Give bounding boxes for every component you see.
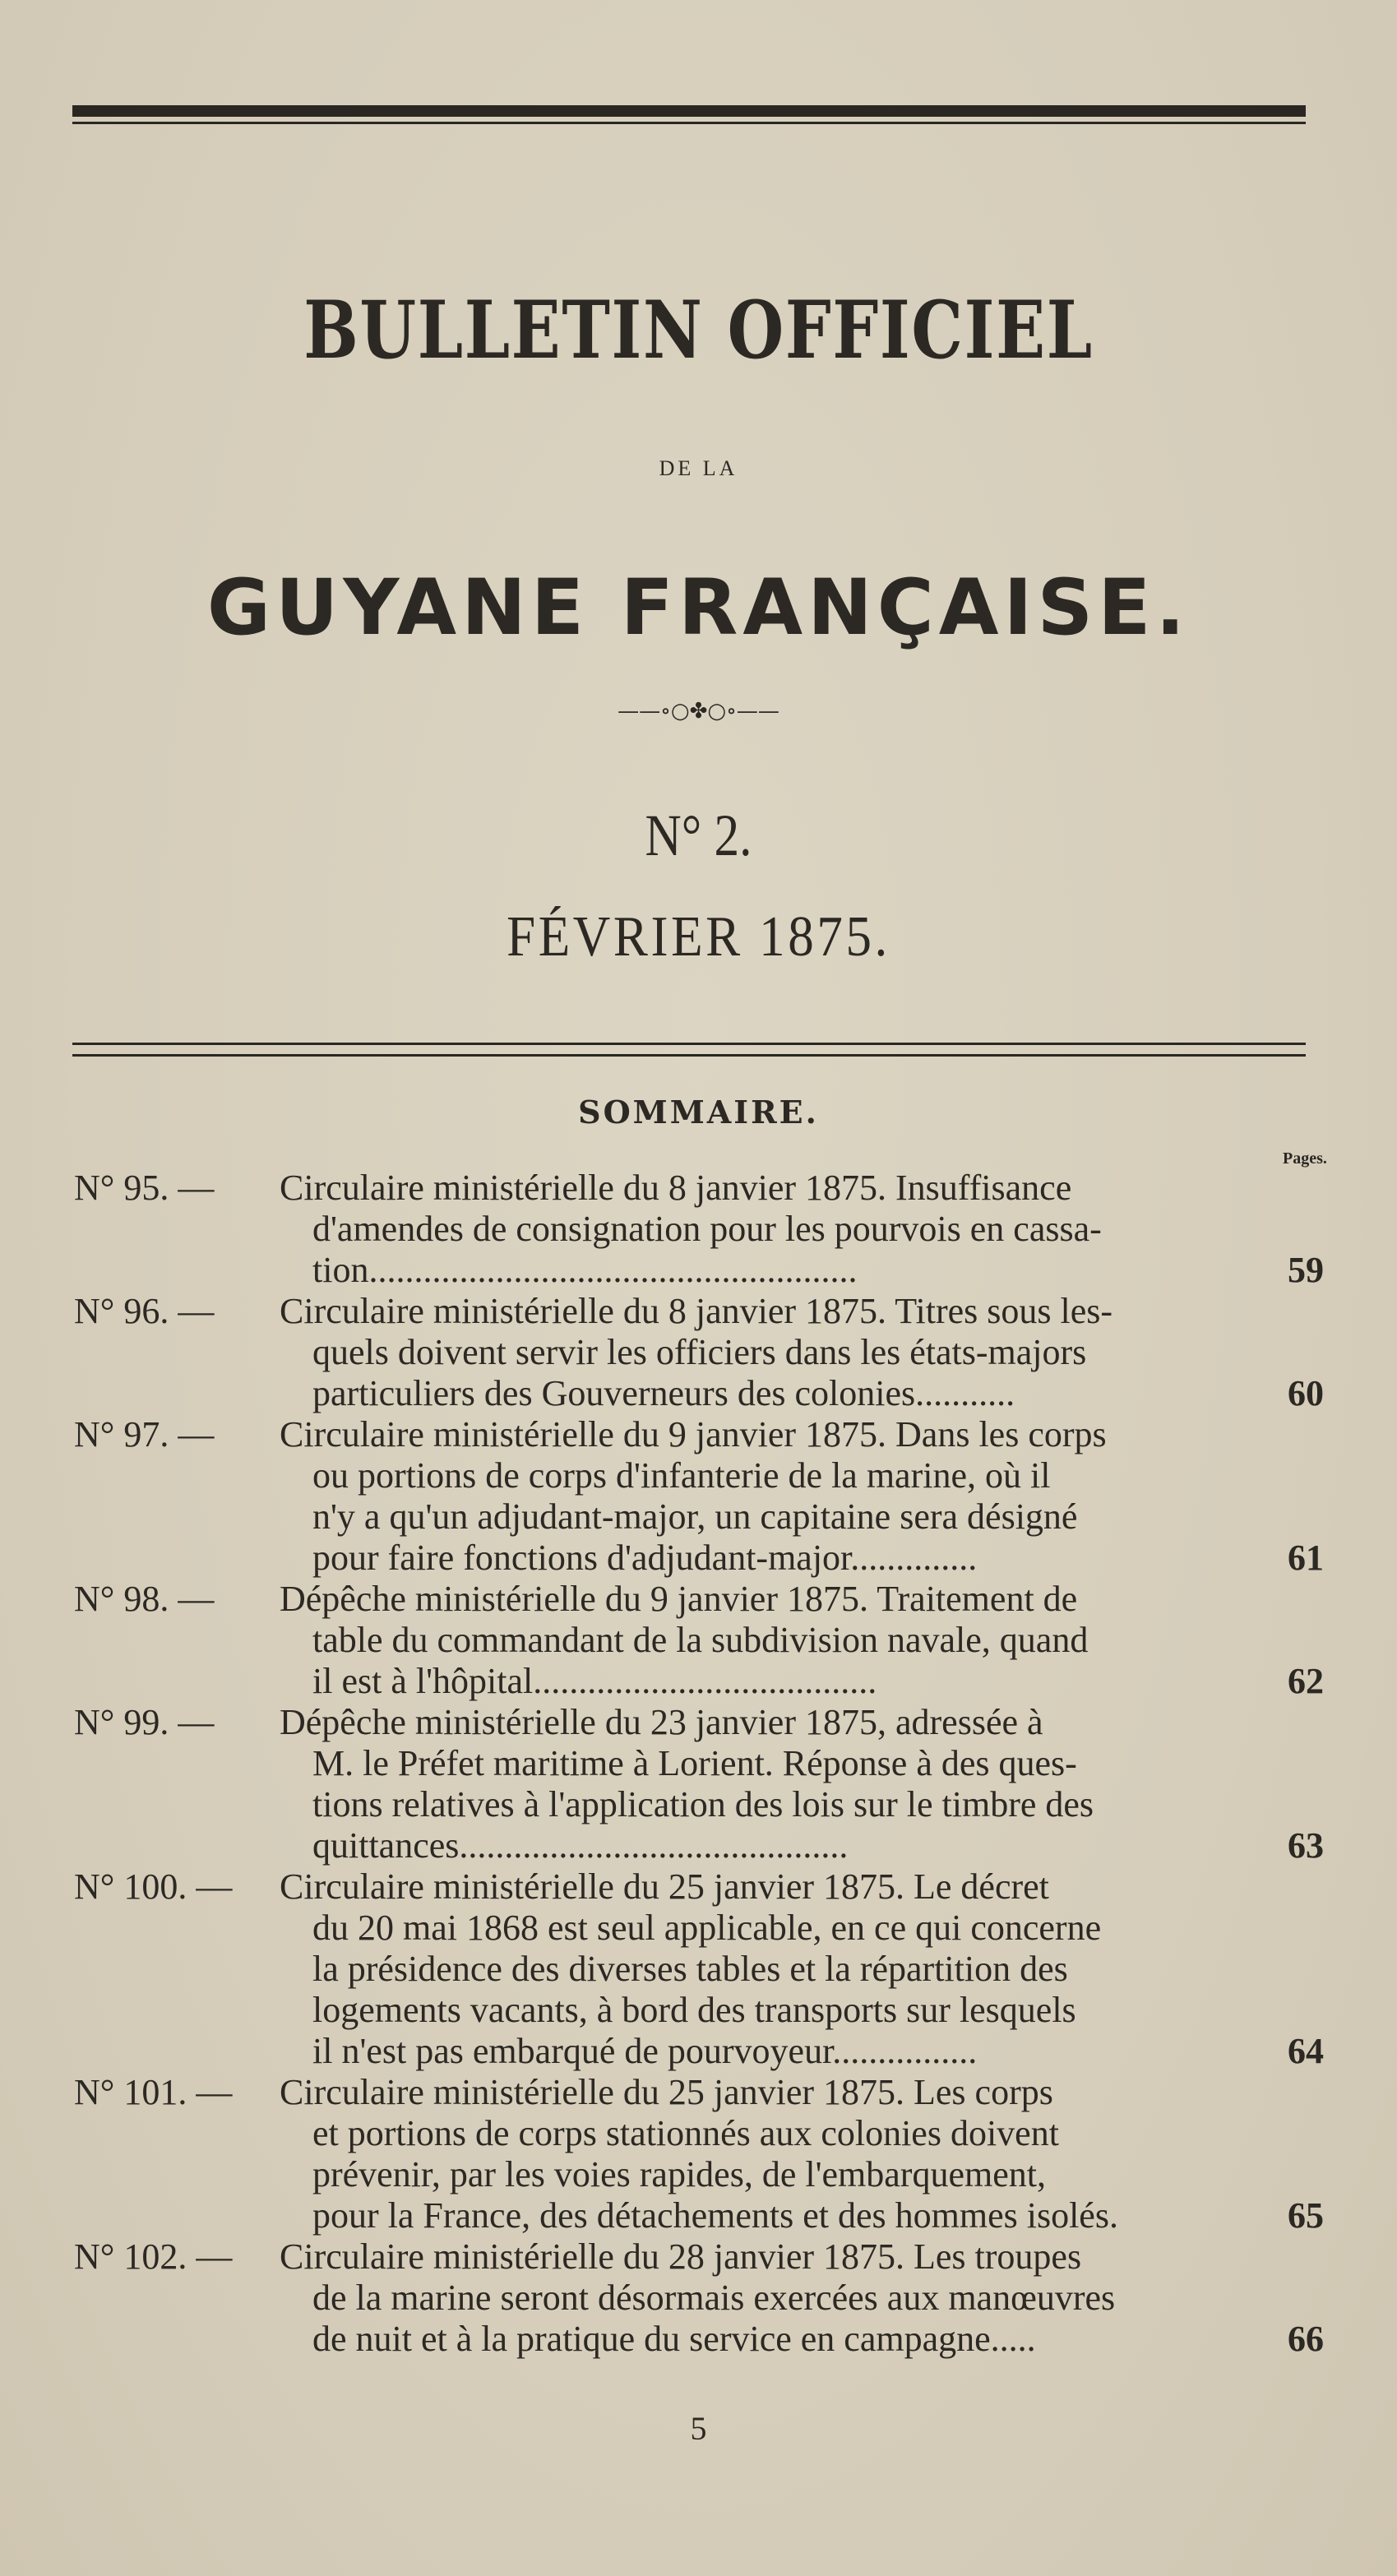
toc-entry-page: 61 — [1288, 1538, 1324, 1578]
top-rule — [72, 105, 1306, 117]
issue-month: FÉVRIER 1875. — [507, 905, 890, 969]
toc-entry-line: Circulaire ministérielle du 9 janvier 1875. Dans les corps — [280, 1414, 1107, 1454]
toc-entry-page: 60 — [1288, 1373, 1324, 1413]
toc-entry-text — [280, 1291, 1233, 1414]
toc-entry-line: Dépêche ministérielle du 9 janvier 1875. Traitement de — [280, 1579, 1078, 1619]
toc-entry-line: Dépêche ministérielle du 23 janvier 1875, adressée à — [280, 1702, 1043, 1742]
toc-entry-number: N° 96. — — [74, 1291, 215, 1331]
toc-entry-page: 65 — [1288, 2195, 1324, 2236]
toc-entry-text — [280, 1414, 1233, 1579]
toc-entry-line: du 20 mai 1868 est seul applicable, en ce qui concerne — [312, 1908, 1102, 1948]
toc-entry-line: tions relatives à l'application des lois sur le timbre des — [312, 1784, 1094, 1824]
summary-heading: SOMMAIRE. — [578, 1094, 819, 1131]
toc-entry-line: quittances........................................... — [312, 1825, 849, 1866]
toc-entry-page: 62 — [1288, 1661, 1324, 1701]
toc-entry-line: pour la France, des détachements et des hommes isolés. — [312, 2195, 1118, 2236]
toc-entry-text — [280, 1579, 1233, 1702]
title-de-la: DE LA — [659, 456, 738, 480]
ornament-divider: ——∘○✤○∘—— — [618, 699, 779, 724]
toc-entry-number: N° 95. — — [74, 1168, 215, 1208]
toc-entry-number: N° 97. — — [74, 1414, 215, 1454]
toc-entry-number: N° 98. — — [74, 1579, 215, 1619]
toc-entry-number: N° 101. — — [74, 2072, 233, 2112]
mid-rule-1 — [72, 1043, 1306, 1045]
toc-entry-text — [280, 1168, 1233, 1291]
toc-entry-text — [280, 1702, 1233, 1866]
title-guyane-francaise: GUYANE FRANÇAISE. — [206, 563, 1191, 653]
toc-entry-line: Circulaire ministérielle du 25 janvier 1875. Le décret — [280, 1866, 1049, 1907]
toc-entry-line: quels doivent servir les officiers dans les états-majors — [312, 1332, 1087, 1372]
issue-number: N° 2. — [645, 802, 752, 868]
toc-entry — [74, 2236, 1324, 2360]
toc-entry-line: d'amendes de consignation pour les pourvois en cassa- — [312, 1209, 1102, 1249]
toc-entry-page: 63 — [1288, 1825, 1324, 1866]
toc-entry-line: la présidence des diverses tables et la répartition des — [312, 1949, 1068, 1989]
table-of-contents — [74, 1168, 1324, 2360]
toc-entry-line: logements vacants, à bord des transports sur lesquels — [312, 1990, 1076, 2030]
toc-entry-line: et portions de corps stationnés aux colonies doivent — [312, 2113, 1059, 2153]
toc-entry — [74, 1168, 1324, 1291]
toc-entry-number: N° 102. — — [74, 2236, 233, 2277]
toc-entry — [74, 2072, 1324, 2236]
toc-entry-line: de la marine seront désormais exercées aux manœuvres — [312, 2278, 1116, 2318]
toc-entry-line: M. le Préfet maritime à Lorient. Réponse à des ques- — [312, 1743, 1077, 1783]
title-bulletin-officiel: BULLETIN OFFICIEL — [303, 284, 1094, 377]
pages-column-label: Pages. — [1283, 1149, 1327, 1168]
toc-entry-page: 64 — [1288, 2031, 1324, 2071]
top-rule-thin — [72, 122, 1306, 124]
toc-entry-line: de nuit et à la pratique du service en campagne..... — [312, 2319, 1036, 2359]
toc-entry-page: 66 — [1288, 2319, 1324, 2359]
toc-entry-line: particuliers des Gouverneurs des colonies........... — [312, 1373, 1015, 1413]
toc-entry-line: Circulaire ministérielle du 8 janvier 1875. Titres sous les- — [280, 1291, 1113, 1331]
page-folio: 5 — [690, 2410, 707, 2447]
toc-entry-line: prévenir, par les voies rapides, de l'embarquement, — [312, 2154, 1046, 2194]
toc-entry — [74, 1579, 1324, 1702]
toc-entry-text — [280, 2072, 1233, 2236]
toc-entry — [74, 1702, 1324, 1866]
toc-entry-line: tion...................................................... — [312, 1250, 858, 1290]
toc-entry — [74, 1414, 1324, 1579]
toc-entry-line: il n'est pas embarqué de pourvoyeur................ — [312, 2031, 978, 2071]
toc-entry-line: pour faire fonctions d'adjudant-major.............. — [312, 1538, 978, 1578]
toc-entry-page: 59 — [1288, 1250, 1324, 1290]
toc-entry-number: N° 100. — — [74, 1866, 233, 1907]
toc-entry-line: Circulaire ministérielle du 8 janvier 1875. Insuffisance — [280, 1168, 1072, 1208]
toc-entry — [74, 1866, 1324, 2072]
toc-entry-line: Circulaire ministérielle du 28 janvier 1875. Les troupes — [280, 2236, 1082, 2277]
toc-entry-line: n'y a qu'un adjudant-major, un capitaine sera désigné — [312, 1496, 1078, 1537]
toc-entry-line: ou portions de corps d'infanterie de la marine, où il — [312, 1455, 1051, 1496]
toc-entry-number: N° 99. — — [74, 1702, 215, 1742]
toc-entry — [74, 1291, 1324, 1414]
toc-entry-line: Circulaire ministérielle du 25 janvier 1875. Les corps — [280, 2072, 1053, 2112]
toc-entry-text — [280, 2236, 1233, 2360]
toc-entry-line: table du commandant de la subdivision navale, quand — [312, 1620, 1089, 1660]
toc-entry-line: il est à l'hôpital...................................... — [312, 1661, 877, 1701]
mid-rule-2 — [72, 1054, 1306, 1057]
toc-entry-text — [280, 1866, 1233, 2072]
